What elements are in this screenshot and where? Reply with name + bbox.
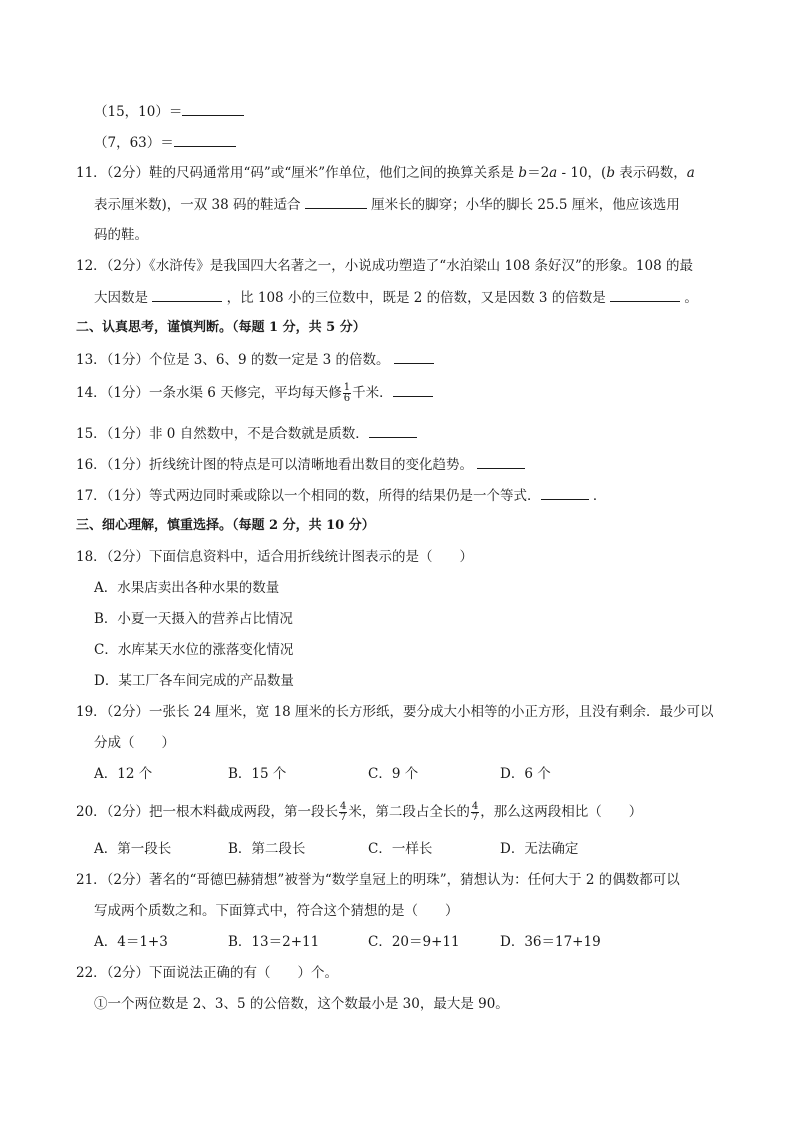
q14-text: 千米． [352, 385, 393, 401]
q22-item-1: ①一个两位数是 2、3、5 的公倍数，这个数最小是 30，最大是 90。 [94, 996, 509, 1012]
q11-var-b: b [606, 165, 615, 181]
q18-option-c[interactable]: C．水库某天水位的涨落变化情况 [94, 642, 294, 658]
q11-line-1 [76, 164, 695, 182]
q16-blank[interactable] [477, 455, 525, 469]
q22-stem: 22．（2分）下面说法正确的有（ ）个。 [76, 965, 339, 981]
q10-line-a [94, 102, 244, 121]
q20-text: 20．（2分）把一根木料截成两段，第一段长 [76, 804, 339, 820]
q21-option-a[interactable]: A．4＝1+3 [94, 934, 168, 950]
q20-option-d[interactable]: D．无法确定 [500, 841, 579, 857]
q20-fraction-1-denominator: 7 [340, 812, 347, 823]
q19-option-b[interactable]: B．15 个 [228, 766, 287, 782]
q10-line-a-text: （15，10）＝ [94, 104, 183, 120]
q21-option-c[interactable]: C．20＝9+11 [368, 934, 460, 950]
q14-line [76, 381, 433, 405]
q16-text: 16．（1分）折线统计图的特点是可以清晰地看出数目的变化趋势。 [76, 457, 478, 473]
q11-var-a: a [686, 165, 695, 181]
q19-option-a[interactable]: A．12 个 [94, 766, 153, 782]
q14-fraction-numerator: 1 [343, 382, 351, 393]
q11-text: 表示码数， [614, 165, 687, 181]
q11-text: 码的鞋。 [94, 227, 148, 243]
q20-option-b[interactable]: B．第二段长 [228, 841, 306, 857]
q20-option-c[interactable]: C．一样长 [368, 841, 433, 857]
q14-fraction [343, 383, 351, 404]
q12-text: 。 [680, 290, 698, 306]
q11-text: ＝2 [527, 165, 550, 181]
q19-option-d[interactable]: D．6 个 [500, 766, 551, 782]
q11-line-3 [94, 226, 148, 244]
q17-blank[interactable] [541, 486, 589, 500]
q10-line-b [94, 133, 236, 152]
q12-blank-2[interactable] [610, 288, 680, 302]
q19-option-c[interactable]: C．9 个 [368, 766, 419, 782]
q10-blank-b[interactable] [174, 133, 236, 147]
q14-fraction-denominator: 6 [343, 393, 351, 404]
q20-fraction-1 [339, 802, 347, 823]
q15-blank[interactable] [369, 424, 417, 438]
q20-fraction-2-numerator: 4 [471, 801, 479, 812]
q18-option-d[interactable]: D．某工厂各车间完成的产品数量 [94, 673, 294, 689]
q20-fraction-2-denominator: 7 [471, 812, 479, 823]
q11-text: 11．（2分）鞋的尺码通常用“码”或“厘米”作单位，他们之间的换算关系是 [76, 165, 519, 181]
q18-stem: 18．（2分）下面信息资料中，适合用折线统计图表示的是（ ） [76, 549, 474, 565]
q21-line-1: 21．（2分）著名的“哥德巴赫猜想”被誉为“数学皇冠上的明珠”，猜想认为：任何大于 2 的偶数都可以 [76, 872, 680, 888]
q21-option-d[interactable]: D．36＝17+19 [500, 934, 601, 950]
q20-stem [76, 800, 642, 824]
q11-text: - 10，( [557, 165, 607, 181]
q13-blank[interactable] [394, 350, 434, 364]
q11-text: 表示厘米数)，一双 38 码的鞋适合 [94, 197, 305, 213]
section-3-heading: 三、细心理解，慎重选择。（每题 2 分，共 10 分） [76, 518, 375, 533]
q17-text: 17．（1分）等式两边同时乘或除以一个相同的数，所得的结果仍是一个等式． [76, 488, 541, 504]
q11-blank[interactable] [305, 195, 367, 209]
q11-var-b: b [518, 165, 528, 181]
q17-line [76, 486, 606, 505]
q21-option-b[interactable]: B．13＝2+11 [228, 934, 320, 950]
q18-option-b[interactable]: B．小夏一天摄入的营养占比情况 [94, 611, 293, 627]
q10-blank-a[interactable] [182, 102, 244, 116]
q20-fraction-1-numerator: 4 [340, 801, 347, 812]
q12-text: ，比 108 小的三位数中，既是 2 的倍数，又是因数 3 的倍数是 [222, 290, 611, 306]
q15-line [76, 424, 417, 443]
q12-text: 大因数是 [94, 290, 153, 306]
q12-line-1 [76, 257, 693, 275]
q11-line-2 [94, 195, 680, 214]
q20-text: ，那么这两段相比（ ） [480, 804, 643, 820]
q20-fraction-2 [471, 802, 479, 823]
q21-line-2: 写成两个质数之和。下面算式中，符合这个猜想的是（ ） [94, 903, 459, 919]
q20-text: 米，第二段占全长的 [348, 804, 470, 820]
q13-line [76, 350, 434, 369]
q10-line-b-text: （7，63）＝ [94, 135, 174, 151]
q11-text: 厘米长的脚穿；小华的脚长 25.5 厘米，他应该选用 [366, 197, 680, 213]
q16-line [76, 455, 525, 474]
q19-line-1: 19．（2分）一张长 24 厘米，宽 18 厘米的长方形纸，要分成大小相等的小正方形，且没有剩余．最少可以 [76, 704, 714, 720]
q14-blank[interactable] [393, 383, 433, 397]
section-2-heading: 二、认真思考，谨慎判断。（每题 1 分，共 5 分） [76, 320, 366, 335]
q14-text: 14．（1分）一条水渠 6 天修完，平均每天修 [76, 385, 342, 401]
q17-text: ． [588, 488, 607, 504]
q12-line-2 [94, 288, 698, 307]
q11-var-a: a [549, 165, 558, 181]
q18-option-a[interactable]: A．水果店卖出各种水果的数量 [94, 580, 280, 596]
q19-line-2: 分成（ ） [94, 735, 175, 751]
q12-text: 12．（2分）《水浒传》是我国四大名著之一，小说成功塑造了“水泊梁山 108 条好汉”的形象。108 的最 [76, 258, 693, 274]
q15-text: 15．（1分）非 0 自然数中，不是合数就是质数． [76, 426, 369, 442]
q12-blank-1[interactable] [152, 288, 222, 302]
q20-option-a[interactable]: A．第一段长 [94, 841, 172, 857]
q13-text: 13．（1分）个位是 3、6、9 的数一定是 3 的倍数。 [76, 352, 394, 368]
